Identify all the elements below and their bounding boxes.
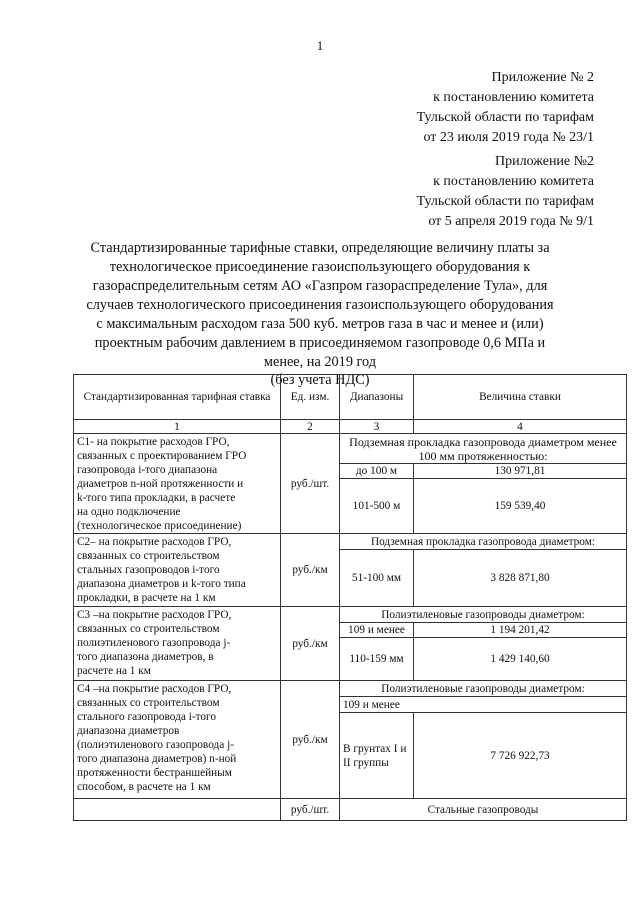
rate-line: С1- на покрытие расходов ГРО, — [77, 436, 230, 448]
rate-line: газопровода i-того диапазона — [77, 464, 218, 476]
column-number: 1 — [74, 420, 281, 434]
value-cell: 159 539,40 — [414, 479, 627, 534]
title-line: с максимальным расходом газа 500 куб. метров газа в час и менее и (или) — [96, 316, 544, 332]
rate-line: расчете на 1 км — [77, 665, 151, 677]
title-line: Стандартизированные тарифные ставки, определяющие величину платы за — [90, 240, 550, 256]
rate-line: связанных со строительством — [77, 623, 220, 635]
range-cell: до 100 м — [340, 464, 414, 479]
header-ranges: Диапазоны — [340, 375, 414, 420]
rate-line: С4 –на покрытие расходов ГРО, — [77, 683, 232, 695]
range-cell: В грунтах I и II группы — [340, 713, 414, 799]
rate-description-c4 — [74, 681, 281, 799]
unit-cell: руб./км — [281, 534, 340, 607]
rate-line: связанных с проектированием ГРО — [77, 450, 247, 462]
range-cell: 110-159 мм — [340, 638, 414, 681]
header-rate: Стандартизированная тарифная ставка — [74, 375, 281, 420]
value-cell: 3 828 871,80 — [414, 550, 627, 607]
unit-cell: руб./шт. — [281, 799, 340, 821]
appendix-current — [417, 68, 594, 148]
rate-line: С3 –на покрытие расходов ГРО, — [77, 609, 232, 621]
appendix-line: Тульской области по тарифам — [416, 110, 594, 125]
column-number: 3 — [340, 420, 414, 434]
section-label: Полиэтиленовые газопроводы диаметром: — [340, 681, 627, 697]
unit-cell: руб./км — [281, 681, 340, 799]
value-cell: 7 726 922,73 — [414, 713, 627, 799]
vat-note: (без учета НДС) — [270, 372, 370, 388]
range-cell: 101-500 м — [340, 479, 414, 534]
value-cell: 1 194 201,42 — [414, 623, 627, 638]
title-line: случаев технологического присоединения газоиспользующего оборудования — [86, 297, 554, 313]
tariff-table — [73, 374, 627, 821]
rate-description-c1 — [74, 434, 281, 534]
section-label: Подземная прокладка газопровода диаметром менее 100 мм протяженностью: — [340, 434, 627, 464]
header-value: Величина ставки — [414, 375, 627, 420]
range-cell: 109 и менее — [340, 623, 414, 638]
rate-line: стальных газопроводов i-того — [77, 564, 220, 576]
title-line: технологическое присоединение газоиспользующего оборудования к — [109, 259, 531, 275]
rate-description-c2 — [74, 534, 281, 607]
value-cell: 1 429 140,60 — [414, 638, 627, 681]
appendix-line: к постановлению комитета — [433, 174, 594, 189]
rate-line: на одно подключение — [77, 506, 181, 518]
appendix-previous — [417, 152, 594, 232]
range-cell: 51-100 мм — [340, 550, 414, 607]
table-row — [74, 607, 627, 623]
rate-line: диапазона диаметров и k-того типа — [77, 578, 246, 590]
column-number: 2 — [281, 420, 340, 434]
column-number-row — [74, 420, 627, 434]
document-title — [80, 239, 560, 388]
rate-line: стального газопровода i-того — [77, 711, 217, 723]
header-unit: Ед. изм. — [281, 375, 340, 420]
rate-line: диапазона диаметров — [77, 725, 180, 737]
rate-line: связанных со строительством — [77, 697, 220, 709]
appendix-date-line: от 23 июля 2019 года № 23/1 — [423, 130, 594, 145]
title-line: проектным рабочим давлением в присоединяемом газопроводе 0,6 МПа и — [94, 335, 546, 351]
rate-line: диаметров n-ной протяженности и — [77, 478, 244, 490]
title-line: менее, на 2019 год — [263, 354, 377, 370]
rate-line: (полиэтиленового газопровода j- — [77, 739, 234, 751]
unit-cell: руб./шт. — [281, 434, 340, 534]
table-row — [74, 681, 627, 697]
unit-cell: руб./км — [281, 607, 340, 681]
page-number: 1 — [316, 38, 324, 53]
subsection-label: 109 и менее — [340, 697, 627, 713]
table-row — [74, 534, 627, 550]
section-label: Полиэтиленовые газопроводы диаметром: — [340, 607, 627, 623]
section-label: Подземная прокладка газопровода диаметром: — [340, 534, 627, 550]
table-header-row — [74, 375, 627, 420]
rate-line: (технологическое присоединение) — [77, 520, 242, 532]
rate-line: прокладки, в расчете на 1 км — [77, 592, 216, 604]
rate-line: полиэтиленового газопровода j- — [77, 637, 231, 649]
rate-line: k-того типа прокладки, в расчете — [77, 492, 236, 504]
appendix-title: Приложение №2 — [495, 154, 594, 169]
value-cell: 130 971,81 — [414, 464, 627, 479]
appendix-line: Тульской области по тарифам — [416, 194, 594, 209]
rate-line: того диапазона диаметров, в — [77, 651, 214, 663]
rate-description-c3 — [74, 607, 281, 681]
title-line: газораспределительным сетям АО «Газпром газораспределение Тула», для — [92, 278, 548, 294]
rate-line: способом, в расчете на 1 км — [77, 781, 211, 793]
rate-line: того диапазона диаметров) n-ной — [77, 753, 237, 765]
column-number: 4 — [414, 420, 627, 434]
appendix-title: Приложение № 2 — [491, 70, 594, 85]
appendix-date-line: от 5 апреля 2019 года № 9/1 — [428, 214, 594, 229]
table-row — [74, 799, 627, 821]
section-label: Стальные газопроводы — [340, 799, 627, 821]
rate-line: С2– на покрытие расходов ГРО, — [77, 536, 232, 548]
rate-line: протяженности бестраншейным — [77, 767, 232, 779]
appendix-line: к постановлению комитета — [433, 90, 594, 105]
rate-line: связанных со строительством — [77, 550, 220, 562]
table-row — [74, 434, 627, 464]
rate-description-empty — [74, 799, 281, 821]
